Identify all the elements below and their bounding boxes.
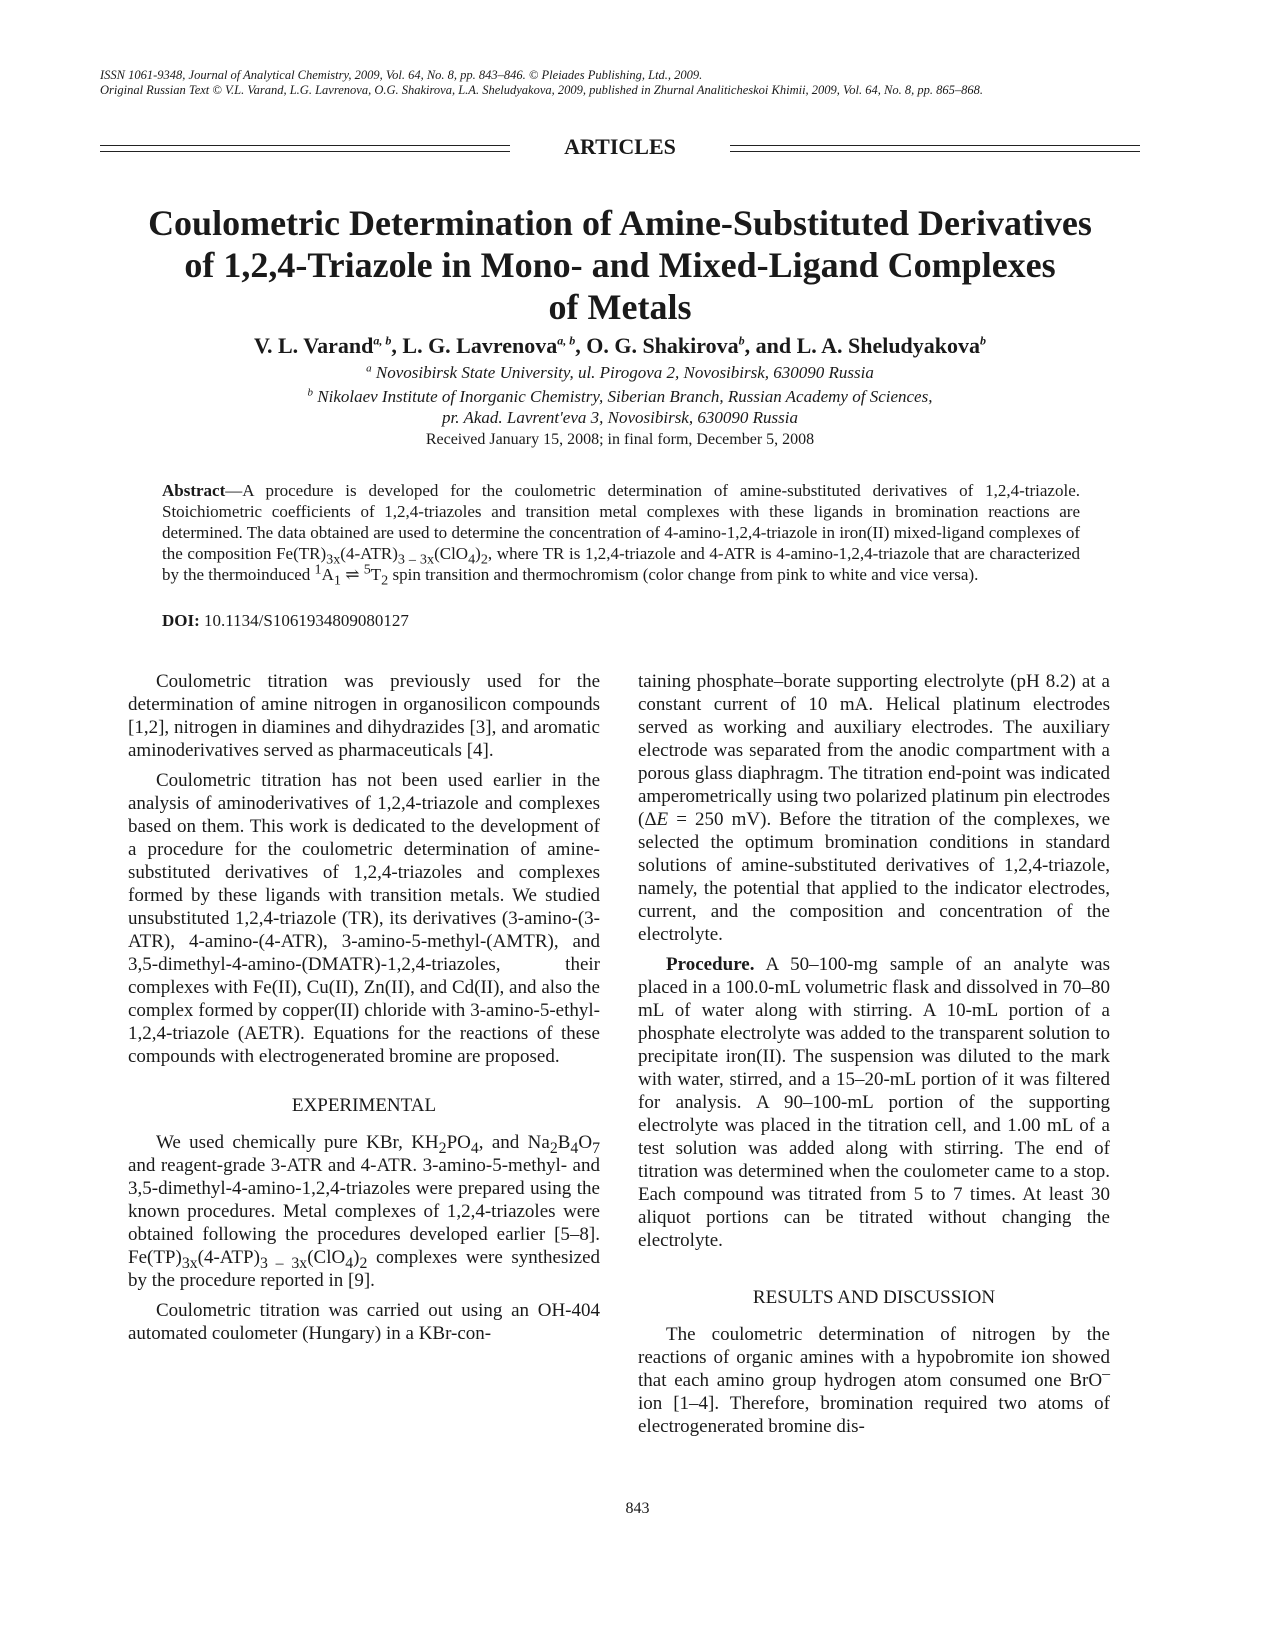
author-list	[100, 333, 1140, 359]
title-line3: of Metals	[548, 287, 692, 327]
section-label: ARTICLES	[564, 134, 676, 159]
article-title	[100, 202, 1140, 328]
author-name: L. G. Lavrenova	[402, 333, 558, 358]
page-number: 843	[625, 1500, 650, 1517]
affiliation-a	[100, 362, 1140, 383]
author-separator: , and	[744, 333, 797, 358]
author-affil-mark: a, b	[557, 333, 576, 348]
abstract-text-end: spin transition and thermochromism (color change from pink to white and vice versa).	[388, 565, 979, 584]
author-affil-mark: b	[980, 333, 987, 348]
author-name: L. A. Sheludyakova	[796, 333, 981, 358]
paragraph-reagents: We used chemically pure KBr, $KH_2PO_4$, and $Na_2B_4O_7$ and reagent-grade 3-ATR and 4-ATR. 3-amino-5-methyl- and 3,5-dimethyl-4-amino-1,2,4-triazoles were prepared using the known procedures. Metal complexes of 1,2,4-triazoles were obtained following the procedures developed earlier [5–8]. $Fe(TP)_{3x}(4-ATP)_{3 - 3x}(ClO_4)_2$ complexes were synthesized by the procedure reported in [9].	[128, 1132, 601, 1291]
heading-results: RESULTS AND DISCUSSION	[752, 1287, 996, 1308]
journal-header	[100, 68, 1180, 98]
abstract-formula: $Fe(TR)_{3x}(4-ATR)_{3 - 3x}(ClO_4)_2$	[276, 544, 488, 568]
author-affil-mark: a, b	[373, 333, 392, 348]
journal-header-line2: Original Russian Text © V.L. Varand, L.G. Lavrenova, O.G. Shakirova, L.A. Sheludyakova, 2009, published in Zhurnal Analiticheskoi Khimii, 2009, Vol. 64, No. 8, pp. 865–868.	[100, 83, 983, 97]
section-banner	[100, 134, 1140, 164]
paragraph-procedure: Procedure. A 50–100-mg sample of an analyte was placed in a 100.0-mL volumetric flask and dissolved in 70–80 mL of water along with stirring. A 10-mL portion of a phosphate electrolyte was added to the transparent solution to precipitate iron(II). The suspension was diluted to the mark with water, stirred, and a 15–20-mL portion of it was filtered for analysis. A 90–100-mL portion of the supporting electrolyte was placed in the titration cell, and 1.00 mL of a test solution was added along with stirring. The end of titration was determined when the coulometer came to a stop. Each compound was titrated from 5 to 7 times. At least 30 aliquot portions can be titrated without changing the electrolyte.	[638, 954, 1110, 1251]
received-dates: Received January 15, 2008; in final form, December 5, 2008	[425, 431, 815, 448]
abstract-text-cont: , where TR is 1,2,4-triazole and 4-ATR is 4-amino-1,2,4-triazole that are characterized by the thermoinduced	[162, 544, 1080, 584]
affil-b-line2: pr. Akad. Lavrent'eva 3, Novosibirsk, 630090 Russia	[442, 408, 798, 427]
spin-transition: $^1A_1$ ⇌ $^5T_2$	[314, 561, 389, 589]
journal-header-line1: ISSN 1061-9348, Journal of Analytical Chemistry, 2009, Vol. 64, No. 8, pp. 843–846. © Pleiades Publishing, Ltd., 2009.	[100, 68, 703, 82]
affil-mark-a: a	[366, 362, 372, 375]
abstract-label: Abstract	[162, 481, 226, 500]
paragraph: Coulometric titration was previously used for the determination of amine nitrogen in organosilicon compounds [1,2], nitrogen in diamines and dihydrazides [3], and aromatic aminoderivatives served as pharmaceuticals [4].	[128, 671, 600, 761]
affiliation-b	[100, 386, 1140, 428]
heading-experimental: EXPERIMENTAL	[291, 1095, 437, 1116]
author-affil-mark: b	[738, 333, 745, 348]
title-line1: Coulometric Determination of Amine-Substituted Derivatives	[148, 203, 1092, 243]
left-column	[128, 670, 600, 1352]
affil-b-line1: Nikolaev Institute of Inorganic Chemistry, Siberian Branch, Russian Academy of Sciences,	[317, 387, 933, 406]
right-column	[638, 670, 1110, 1445]
procedure-label: Procedure.	[666, 954, 755, 975]
author-separator: ,	[391, 333, 403, 358]
author-name: V. L. Varand	[253, 333, 374, 358]
abstract	[162, 480, 1080, 589]
paragraph: Coulometric titration was carried out using an OH-404 automated coulometer (Hungary) in a KBr-con-	[128, 1300, 600, 1344]
title-line2: of 1,2,4-Triazole in Mono- and Mixed-Ligand Complexes	[184, 245, 1056, 285]
doi-label: DOI:	[162, 611, 200, 630]
doi	[162, 611, 409, 631]
affil-a-text: Novosibirsk State University, ul. Pirogova 2, Novosibirsk, 630090 Russia	[375, 363, 874, 382]
paragraph: The coulometric determination of nitrogen by the reactions of organic amines with a hypobromite ion showed that each amino group hydrogen atom consumed one BrO– ion [1–4]. Therefore, bromination required two atoms of electrogenerated bromine dis-	[638, 1324, 1110, 1437]
author-separator: ,	[575, 333, 587, 358]
paragraph-continued: taining phosphate–borate supporting electrolyte (pH 8.2) at a constant current of 10 mA. Helical platinum electrodes served as working and auxiliary electrodes. The auxiliary electrode was separated from the anodic compartment with a porous glass diaphragm. The titration end-point was indicated amperometrically using two polarized platinum pin electrodes (ΔE = 250 mV). Before the titration of the complexes, we selected the optimum bromination conditions in standard solutions of amine-substituted derivatives of 1,2,4-triazole, namely, the potential that applied to the indicator electrodes, current, and the composition and concentration of the electrolyte.	[638, 671, 1110, 945]
banner-rule-right	[730, 145, 1140, 152]
author-name: O. G. Shakirova	[586, 333, 739, 358]
affil-mark-b: b	[307, 386, 314, 399]
abstract-text: —A procedure is developed for the coulometric determination of amine-substituted derivatives of 1,2,4-triazole. Stoichiometric coefficients of 1,2,4-triazoles and transition metal complexes with these ligands in bromination reactions are determined. The data obtained are used to determine the concentration of 4-amino-1,2,4-triazole in iron(II) mixed-ligand complexes of the composition	[162, 481, 1080, 563]
doi-value[interactable]: 10.1134/S1061934809080127	[204, 611, 409, 630]
paragraph: Coulometric titration has not been used earlier in the analysis of aminoderivatives of 1,2,4-triazole and complexes based on them. This work is dedicated to the development of a procedure for the coulometric determination of amine-substituted derivatives of 1,2,4-triazoles and complexes formed by these ligands with transition metals. We studied unsubstituted 1,2,4-triazole (TR), its derivatives (3-amino-(3-ATR), 4-amino-(4-ATR), 3-amino-5-methyl-(AMTR), and 3,5-dimethyl-4-amino-(DMATR)-1,2,4-triazoles, their complexes with Fe(II), Cu(II), Zn(II), and Cd(II), and also the complex formed by copper(II) chloride with 3-amino-5-ethyl-1,2,4-triazole (AETR). Equations for the reactions of these compounds with electrogenerated bromine are proposed.	[128, 770, 600, 1067]
